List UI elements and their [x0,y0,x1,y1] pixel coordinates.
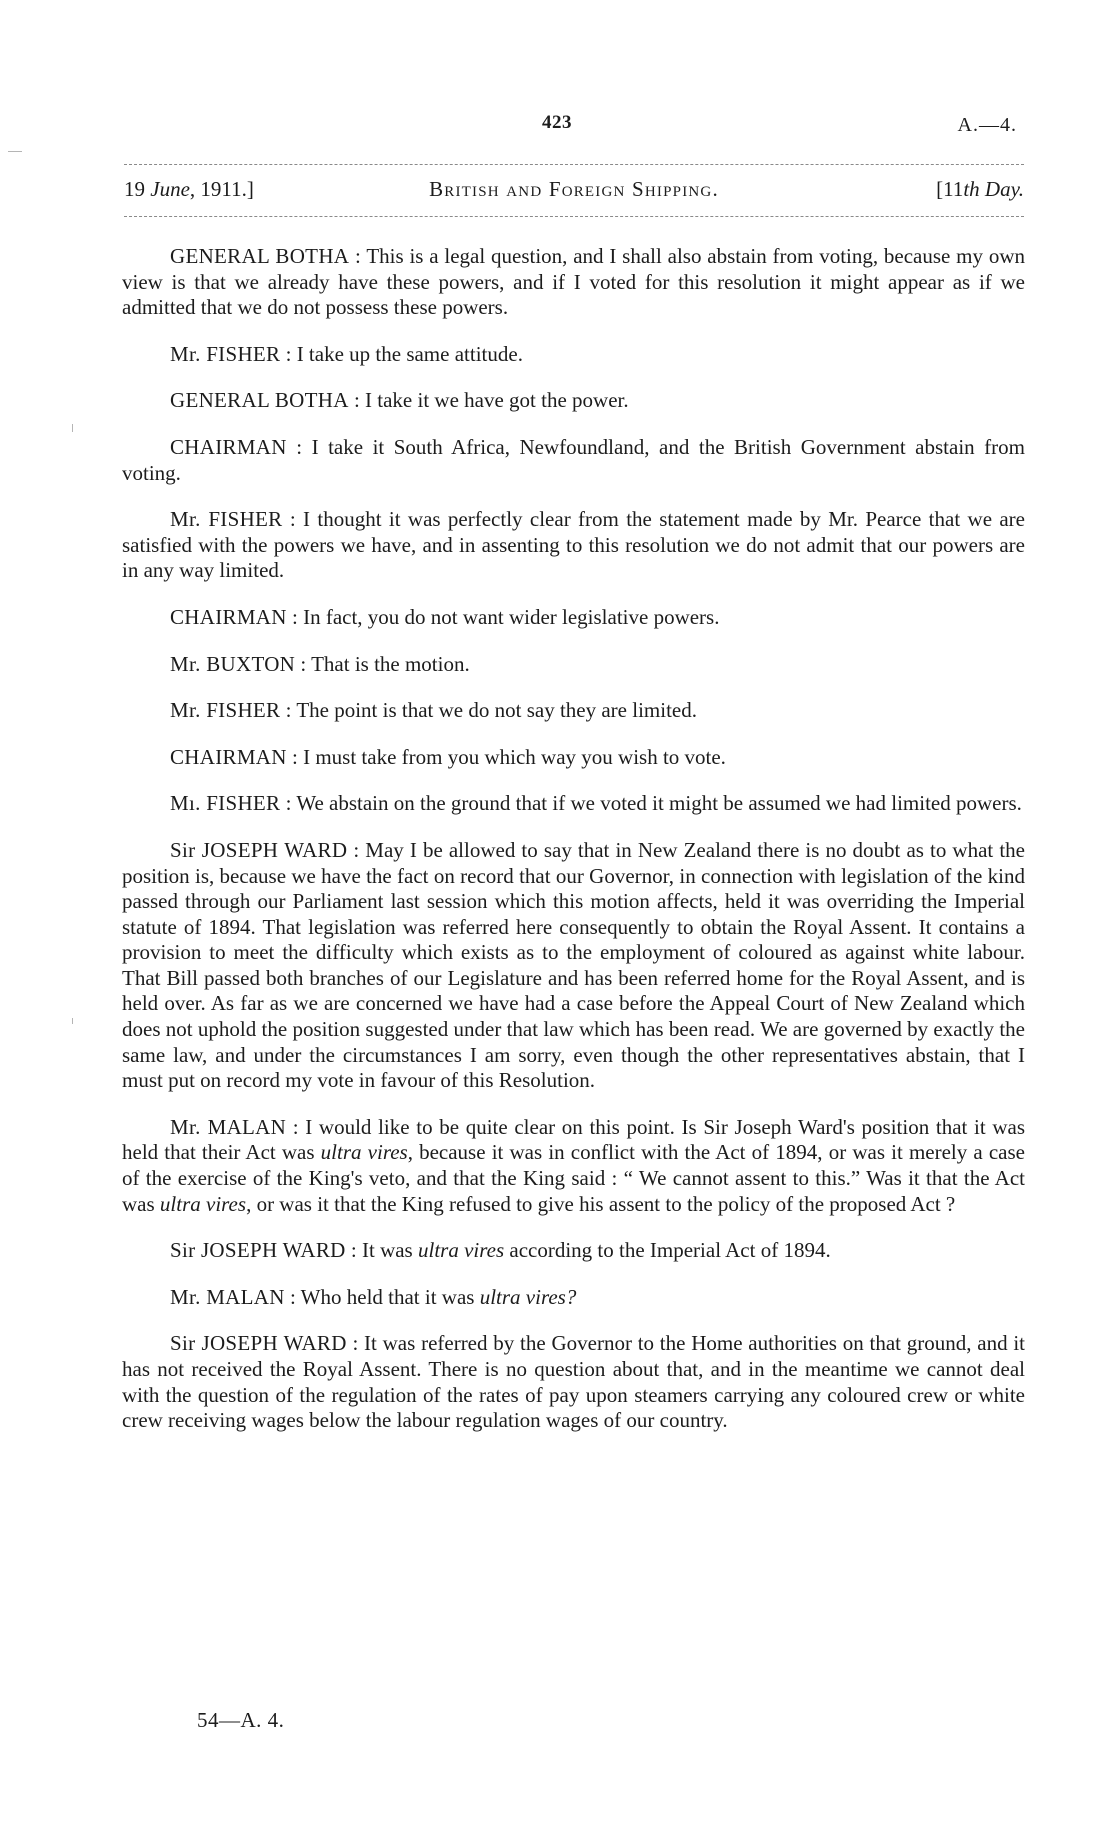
header-day [936,177,1024,202]
speaker-name: Mr. MALAN [170,1284,285,1309]
speaker-name: Sir JOSEPH WARD [170,1331,347,1356]
speaker-name: GENERAL BOTHA [170,388,349,413]
speech-paragraph [122,507,1025,584]
speaker-name: CHAIRMAN [170,744,287,769]
speech-paragraph [122,838,1025,1094]
speech-paragraph [122,698,1025,724]
speech-text: according to the Imperial Act of 1894. [504,1238,831,1263]
date-month: June [150,177,190,201]
speech-text: : That is the motion. [295,651,470,676]
transcript-body [122,244,1025,1453]
speech-text: : I would like to be quite clear on this point. Is Sir Joseph Ward's position that it was held that their Act was [122,1114,1025,1165]
paper-reference: A.—4. [957,114,1017,136]
speaker-name: CHAIRMAN [170,604,287,629]
header-title: British and Foreign Shipping. [429,177,719,201]
speech-text: : May I be allowed to say that in New Zealand there is no doubt as to what the position is, because we have the fact on record that our Governor, in connection with legislation of the kind passed through our Parliament last session which this motion affects, held it was overriding the Imperial statute of 1894. That legislation was referred here consequently to obtain the Royal Assent. It contains a provision to meet the difficulty which exists as to the employment of coloured as against white labour. That Bill passed both branches of our Legislature and has been referred home for the Royal Assent, and is held over. As far as we are concerned we have had a case before the Appeal Court of New Zealand which does not uphold the position suggested under that law which has been read. We are governed by exactly the same law, and under the circumstances I am sorry, even though the other representatives abstain, that I must put on record my vote in favour of this Resolution. [122,837,1025,1093]
speech-paragraph [122,435,1025,486]
speaker-name: Sir JOSEPH WARD [170,837,348,862]
speech-paragraph [122,244,1025,321]
scan-mark [8,151,22,152]
latin-phrase: ultra vires [159,1191,247,1216]
signature-mark: 54—A. 4. [197,1708,285,1732]
speech-text: : I thought it was perfectly clear from the statement made by Mr. Pearce that we are satisfied with the powers we have, and in assenting to this resolution we do not admit that our powers are in any way limited. [122,507,1025,583]
speech-text: : I take up the same attitude. [280,341,523,366]
speech-paragraph [122,342,1025,368]
speech-paragraph [122,1238,1025,1264]
speech-text: : I take it we have got the power. [348,388,629,413]
latin-phrase: ultra vires? [479,1284,577,1309]
speech-text: : It was [345,1238,418,1263]
speech-text: , because it was in conflict with the Act of 1894, or was it merely a case of the exercise of the King's veto, and that the King said : “ We cannot assent to this.” Was it that the Act was [122,1140,1025,1216]
scan-mark [72,1018,73,1024]
speaker-name: Mr. BUXTON [170,651,296,676]
header-rule-bottom [124,216,1024,217]
speech-text: , or was it that the King refused to give his assent to the policy of the proposed Act ? [246,1191,956,1216]
speech-text: : I must take from you which way you wish to vote. [286,744,726,769]
speech-paragraph [122,605,1025,631]
speaker-name: Mr. FISHER [170,698,281,723]
speaker-name: Mı. FISHER [170,791,281,816]
latin-phrase: ultra vires [417,1238,505,1263]
speech-text: : In fact, you do not want wider legislative powers. [286,604,720,629]
date-suffix: , 1911.] [189,177,254,201]
page-number: 423 [542,112,572,133]
header-rule-top [124,164,1024,165]
day-ordinal: th [963,177,980,201]
speech-text: : We abstain on the ground that if we voted it might be assumed we had limited powers. [280,791,1022,816]
day-word: Day. [984,177,1024,201]
speech-text: : I take it South Africa, Newfoundland, and the British Government abstain from voting. [122,434,1025,485]
date-prefix: 19 [124,177,151,201]
day-prefix: [11 [936,177,964,201]
speaker-name: Mr. FISHER [170,507,283,532]
speaker-name: CHAIRMAN [170,434,287,459]
speech-text: : Who held that it was [284,1284,480,1309]
speech-paragraph [122,745,1025,771]
speech-paragraph [122,652,1025,678]
speech-text: : This is a legal question, and I shall also abstain from voting, because my own view is that we already have these powers, and if I voted for this resolution it might appear as if we admitted that we do not possess these powers. [122,244,1025,320]
speech-paragraph [122,1331,1025,1433]
running-head [124,177,1024,207]
speech-paragraph [122,388,1025,414]
speaker-name: Mr. FISHER [170,341,281,366]
speech-text: : The point is that we do not say they are limited. [280,698,697,723]
latin-phrase: ultra vires [320,1140,408,1165]
speech-paragraph [122,1285,1025,1311]
speaker-name: Sir JOSEPH WARD [170,1238,346,1263]
speech-text: : It was referred by the Governor to the Home authorities on that ground, and it has not received the Royal Assent. There is no question about that, and in the meantime we cannot deal with the question of the regulation of the rates of pay upon steamers carrying any coloured crew or white crew receiving wages below the labour regulation wages of our country. [122,1331,1025,1433]
speaker-name: Mr. MALAN [170,1114,287,1139]
speaker-name: GENERAL BOTHA [170,244,350,268]
speech-paragraph [122,1115,1025,1217]
scan-mark [72,424,73,432]
speech-paragraph [122,791,1025,817]
